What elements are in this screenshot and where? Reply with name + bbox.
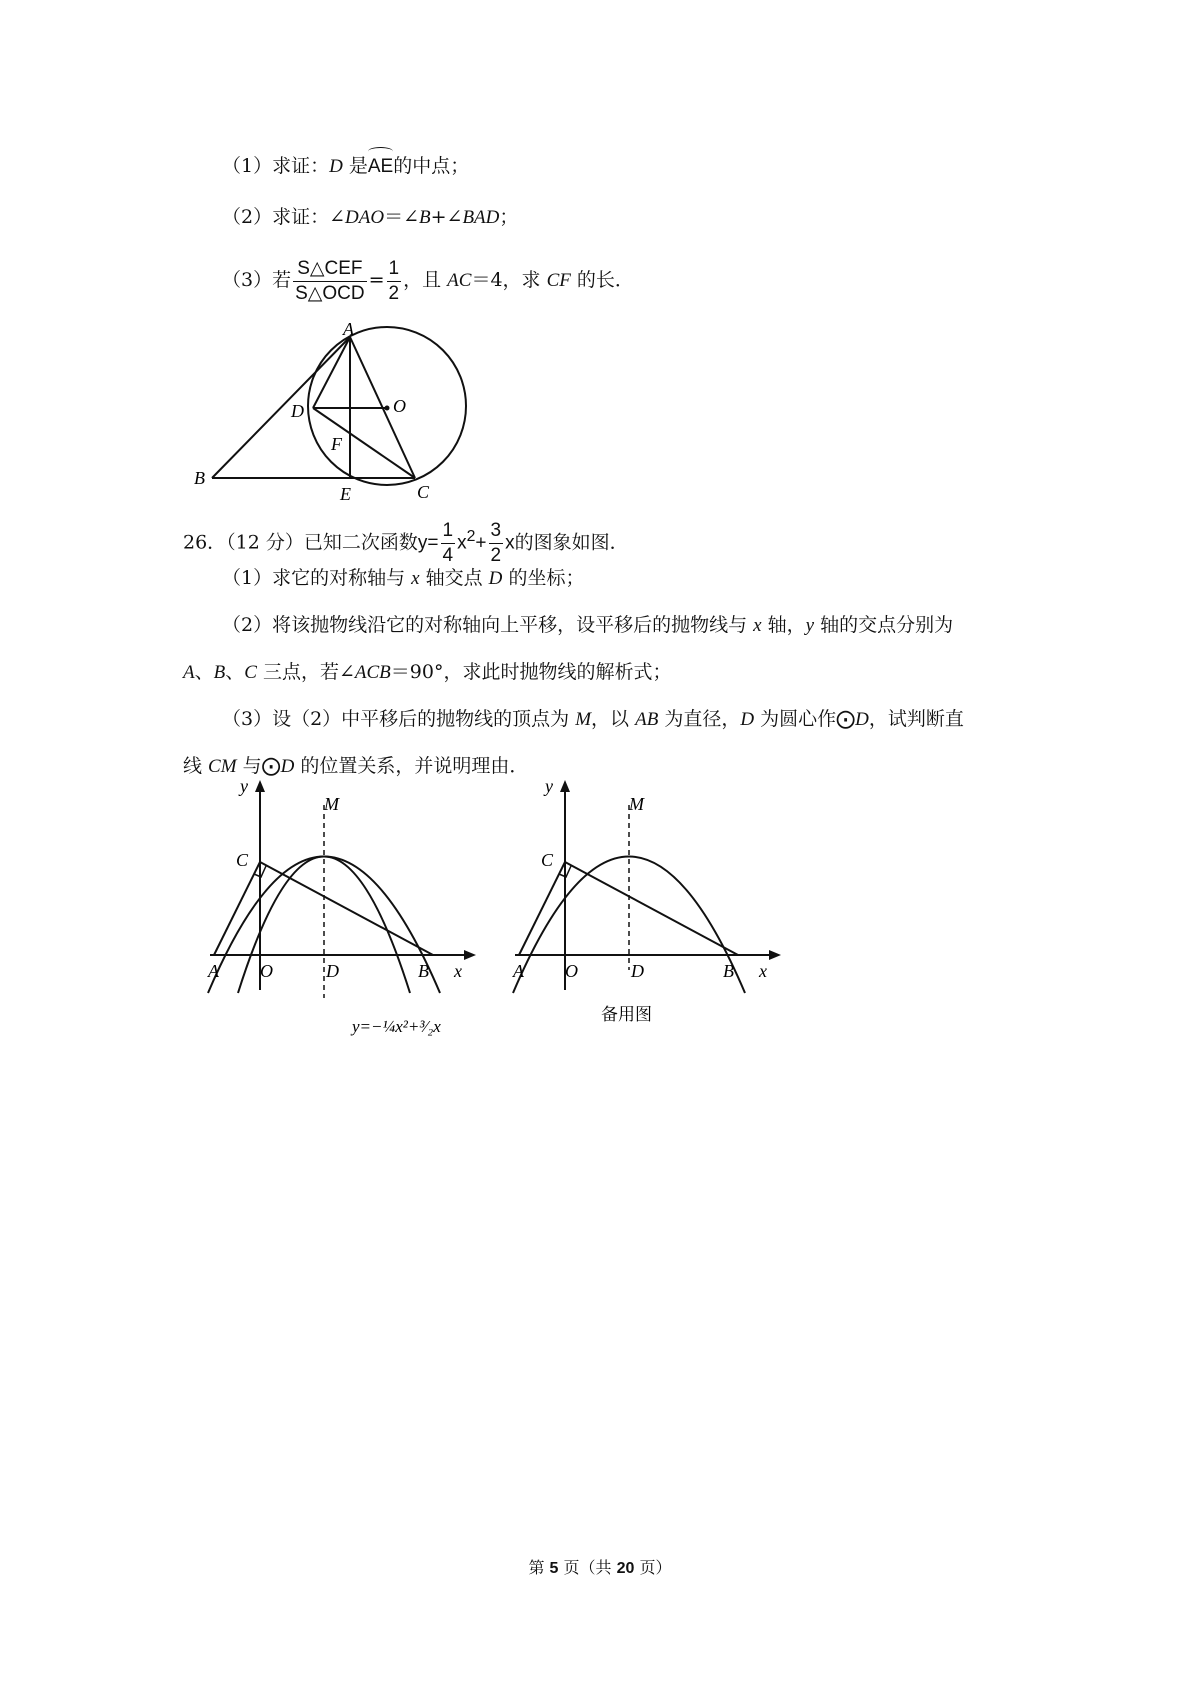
- label-c: C: [236, 850, 249, 870]
- q26-part1: （1）求它的对称轴与 x 轴交点 D 的坐标；: [222, 567, 585, 589]
- page-number: 5: [549, 1560, 559, 1577]
- q26-part2-line2: A、B、C 三点，若∠ACB＝90°，求此时抛物线的解析式；: [183, 661, 672, 683]
- label-b: B: [418, 961, 429, 981]
- label-c: C: [417, 482, 430, 502]
- label-a: A: [513, 961, 524, 981]
- x-axis-arrow-icon: [464, 950, 476, 960]
- label-y: y: [240, 776, 248, 796]
- q26-stem: 26．（12 分）已知二次函数y= $\frac{1}{4}$ $x^2+$ $\frac{3}{2}$ x的图象如图．: [183, 519, 629, 566]
- segment-cb: [260, 862, 433, 955]
- label-o: O: [260, 961, 273, 981]
- q25-part3: （3）若 $\frac{\text{S△CEF}}{\text{S△OCD}}$ = $\frac{1}{2}$ ，且 AC＝4，求 CF 的长．: [222, 257, 634, 304]
- parabola-graph-main: [200, 776, 500, 1055]
- label-m: M: [629, 794, 644, 814]
- segment-cb: [565, 862, 738, 955]
- q25-part2: （2）求证：∠DAO＝∠B+∠BAD；: [222, 206, 519, 228]
- q26-part2-line1: （2）将该抛物线沿它的对称轴向上平移，设平移后的抛物线与 x 轴，y 轴的交点分别为: [222, 614, 954, 636]
- y-axis-arrow-icon: [255, 780, 265, 792]
- one-half-fraction: $\frac{1}{2}$: [388, 257, 400, 304]
- label-b: B: [723, 961, 734, 981]
- label-c: C: [541, 850, 554, 870]
- x-axis-arrow-icon: [769, 950, 781, 960]
- graph2-caption: 备用图: [601, 1005, 652, 1024]
- label-o: O: [565, 961, 578, 981]
- label-x: x: [759, 961, 767, 981]
- y-axis-arrow-icon: [560, 780, 570, 792]
- segment-ad: [313, 337, 350, 408]
- label-x: x: [454, 961, 462, 981]
- label-d: D: [631, 961, 644, 981]
- label-d: D: [291, 401, 304, 421]
- label-d: D: [326, 961, 339, 981]
- label-e: E: [340, 484, 351, 504]
- label-a: A: [343, 319, 354, 339]
- label-f: F: [331, 434, 342, 454]
- q26-part3-line1: （3）设（2）中平移后的抛物线的顶点为 M，以 AB 为直径，D 为圆心作⨀D，试判断直: [222, 708, 964, 730]
- label-o: O: [393, 396, 406, 416]
- circle-geometry-figure: [190, 319, 510, 515]
- fraction-one-quarter: $\frac{1}{4}$: [442, 519, 454, 566]
- page-footer: 第 5 页（共 20 页）: [528, 1558, 672, 1577]
- fraction-three-halves: $\frac{3}{2}$: [490, 519, 502, 566]
- parabola-graph-spare: [513, 776, 815, 1055]
- arc-ae: AE: [368, 153, 393, 181]
- area-ratio-fraction: $\frac{\text{S△CEF}}{\text{S△OCD}}$: [295, 257, 365, 304]
- total-pages: 20: [616, 1560, 635, 1577]
- label-m: M: [324, 794, 339, 814]
- point-o: [385, 406, 390, 411]
- graph1-caption: y=−¼x²+³⁄₂x: [352, 1017, 441, 1036]
- q26-part3-line2: 线 CM 与⨀D 的位置关系，并说明理由．: [183, 755, 529, 777]
- label-y: y: [545, 776, 553, 796]
- label-a: A: [208, 961, 219, 981]
- label-b: B: [194, 468, 205, 488]
- q25-part1: （1）求证：D 是AE的中点；: [222, 152, 469, 181]
